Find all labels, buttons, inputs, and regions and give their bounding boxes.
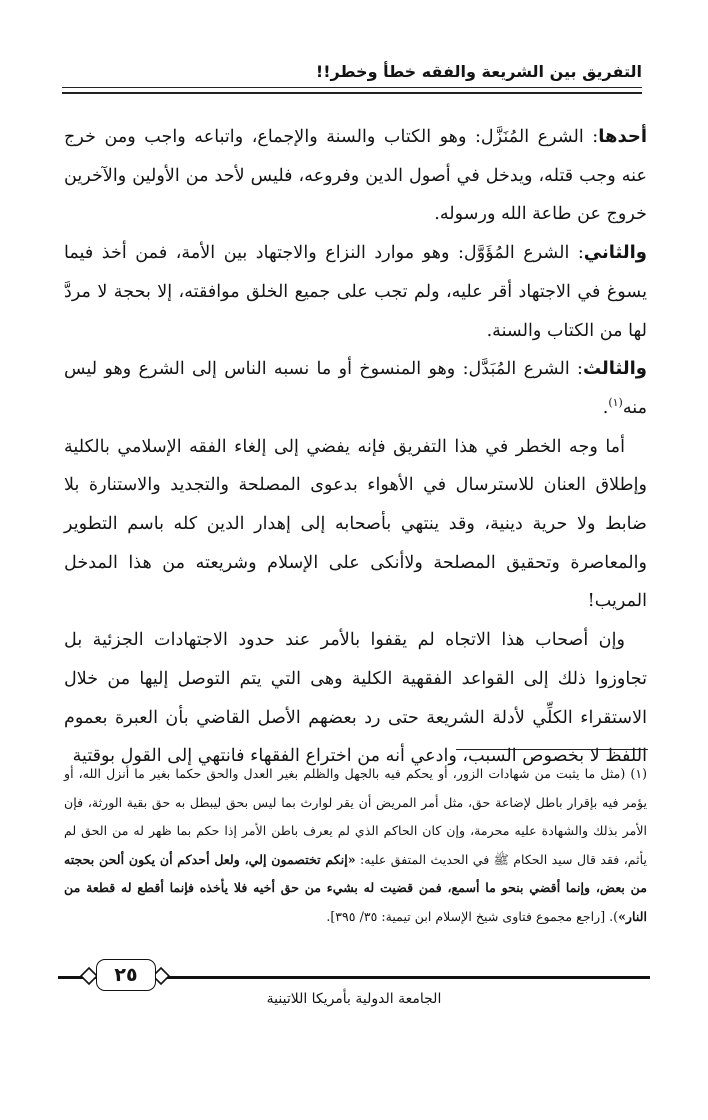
paragraph-lead: والثاني bbox=[583, 242, 647, 264]
body-text bbox=[64, 118, 647, 776]
header-rule-thick bbox=[62, 92, 642, 94]
footnote-reference[interactable]: (١) bbox=[608, 396, 623, 410]
footnote-hadith: «إنكم تختصمون إلي، ولعل أحدكم أن يكون ألحن بحجته من بعض، وإنما أقضي بنحو ما أسمع، فمن قضيت له بشيء من حق أخيه فلا يأخذه فإنما أقطع له قطعة من النار» bbox=[64, 851, 647, 924]
paragraph-third bbox=[64, 350, 647, 427]
paragraph-danger: أما وجه الخطر في هذا التفريق فإنه يفضي إلى إلغاء الفقه الإسلامي بالكلية وإطلاق العنان للاسترسال في الأهواء بدعوى المصلحة والتجديد والاستنارة بلا ضابط ولا حرية دينية، وقد ينتهي بأصحابه إلى إهدار الدين كله باسم التطوير والمعاصرة وتحقيق المصلحة ولاأنكى على الإسلام وشريعته من هذا المدخل المريب! bbox=[64, 436, 647, 612]
footnote-separator bbox=[456, 749, 648, 750]
paragraph-text: : الشرع المُبَدَّل: وهو المنسوخ أو ما نسبه الناس إلى الشرع وهو ليس منه bbox=[64, 359, 647, 418]
paragraph-lead: والثالث bbox=[582, 358, 647, 380]
footnote-source: ). [راجع مجموع فتاوى شيخ الإسلام ابن تيمية: ٣٥/ ٣٩٥]. bbox=[326, 908, 619, 924]
header-rule bbox=[62, 87, 642, 88]
paragraph-rules: وإن أصحاب هذا الاتجاه لم يقفوا بالأمر عند حدود الاجتهادات الجزئية بل تجاوزوا ذلك إلى القواعد الفقهية الكلية وهى التي يتم التوصل إليها من خلال الاستقراء الكلِّي لأدلة الشريعة حتى رد بعضهم الأصل القاضي بأن العبرة بعموم اللفظ لا بخصوص السبب، وادعي أنه من اختراع الفقهاء فانتهي إلى القول بوقتية bbox=[64, 630, 647, 767]
page-number-box bbox=[96, 959, 156, 991]
header-title: التفريق بين الشريعة والفقه خطأ وخطر!! bbox=[315, 62, 642, 81]
running-header bbox=[62, 62, 642, 96]
paragraph-text: : الشرع المُؤَوَّل: وهو موارد النزاع والاجتهاد بين الأمة، فمن أخذ فيما يسوغ في الاجتهاد أقر عليه، ولم تجب على جميع الخلق موافقته، إلا بحجة لا مردَّ لها من الكتاب والسنة. bbox=[64, 243, 647, 341]
footnote-text: (١) (مثل ما يثبت من شهادات الزور، أو يحكم فيه بالجهل والظلم بغير العدل والحق حكما بغير ما أنزل الله، أو يؤمر فيه بإقرار باطل لإضاعة حق، مثل أمر المريض أن يقر لوارث بما ليس بحق ليبطل به حق بقية الورثة، فإن الأمر بذلك والشهادة عليه محرمة، وإن كان الحاكم الذي لم يعرف باطن الأمر إذا حكم بما ظهر له من الحق لم يأثم، فقد قال سيد الحكام ﷺ في الحديث المتفق عليه: bbox=[64, 766, 647, 867]
paragraph-first bbox=[64, 118, 647, 234]
paragraph-lead: أحدها bbox=[598, 126, 647, 147]
paragraph-end: . bbox=[602, 397, 609, 418]
page-number: ٢٥ bbox=[114, 964, 138, 986]
footnote bbox=[64, 760, 647, 931]
publisher-name: الجامعة الدولية بأمريكا اللاتينية bbox=[266, 991, 442, 1007]
paragraph-text: : الشرع المُنَزَّل: وهو الكتاب والسنة والإجماع، واتباعه واجب ومن خرج عنه وجب قتله، ويدخل في أصول الدين وفروعه، فليس لأحد من الأولين والآخرين خروج عن طاعة الله ورسوله. bbox=[64, 127, 647, 225]
page-footer bbox=[58, 955, 650, 1035]
paragraph-second bbox=[64, 234, 647, 350]
